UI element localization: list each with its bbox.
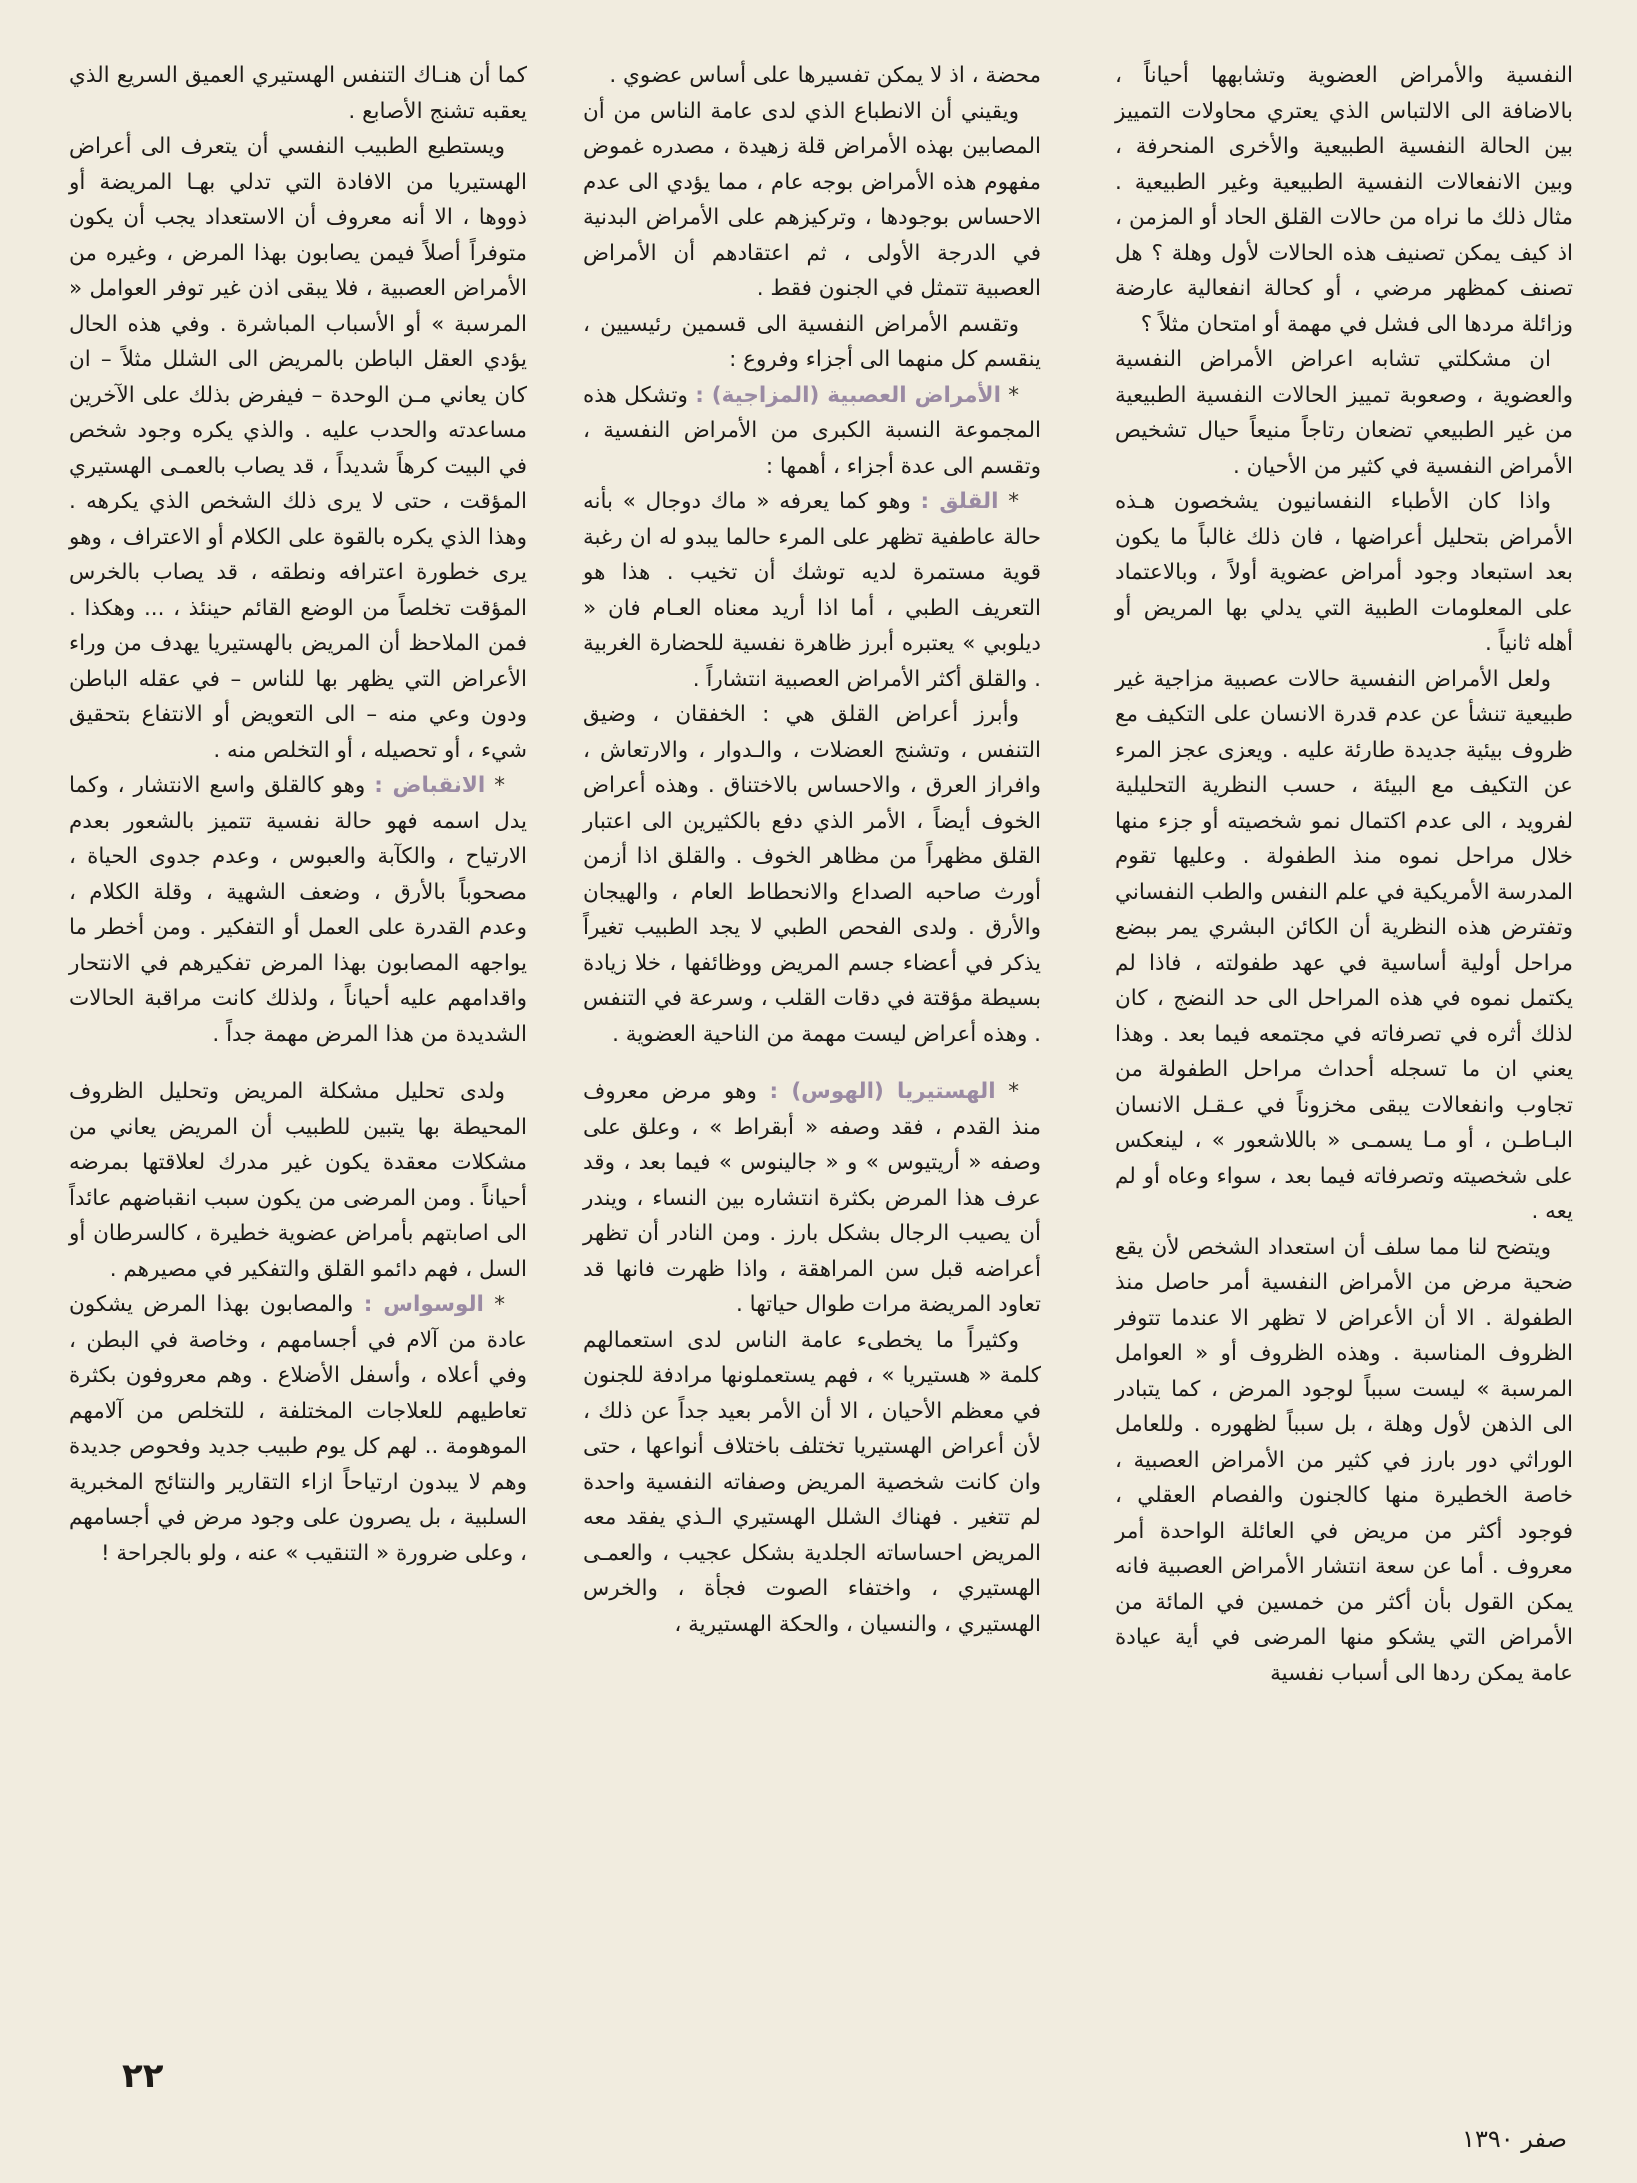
page-number: ٢٢ <box>122 2056 164 2096</box>
text-column-middle <box>583 58 1041 1642</box>
paragraph <box>583 94 1041 307</box>
paragraph-text: وتشكل هذه المجموعة النسبة الكبرى من الأمراض النفسية ، وتقسم الى عدة أجزاء ، أهمها : <box>583 382 1041 479</box>
paragraph <box>1115 1230 1573 1692</box>
paragraph-text: ان مشكلتي تشابه اعراض الأمراض النفسية والعضوية ، وصعوبة تمييز الحالات النفسية الطبيعية من غير الطبيعي تضعان رتاجاً منيعاً حيال تشخيص الأمراض النفسية في كثير من الأحيان . <box>1115 347 1573 479</box>
paragraph-text: ويتضح لنا مما سلف أن استعداد الشخص لأن يقع ضحية مرض من الأمراض النفسية أمر حاصل منذ الطفولة . الا أن الأعراض لا تظهر الا عندما تتوفر الظروف المناسبة . وهذه الظروف أو « العوامل المرسبة » ليست سبباً لوجود المرض ، كما يتبادر الى الذهن لأول وهلة ، بل سبباً لظهوره . وللعامل الوراثي دور بارز في كثير من الأمراض العصبية ، خاصة الخطيرة منها كالجنون والفصام العقلي ، فوجود أكثر من مريض في العائلة الواحدة أمر معروف . أما عن سعة انتشار الأمراض العصبية فانه يمكن القول بأن أكثر من خمسين في المائة من الأمراض التي يشكو منها المرضى في أية عيادة عامة يمكن ردها الى أسباب نفسية <box>1115 1234 1573 1686</box>
paragraph <box>583 1074 1041 1323</box>
paragraph <box>583 1323 1041 1643</box>
paragraph-text: وكثيراً ما يخطىء عامة الناس لدى استعمالهم كلمة « هستيريا » ، فهم يستعملونها مرادفة للجنون في معظم الأحيان ، الا أن الأمر بعيد جداً عن ذلك ، لأن أعراض الهستيريا تختلف باختلاف أنواعها ، حتى وان كانت شخصية المريض وصفاته النفسية واحدة لم تتغير . فهناك الشلل الهستيري الـذي يفقد معه المريض احساساته الجلدية بشكل عجيب ، والعمـى الهستيري ، واختفاء الصوت فجأة ، والخرس الهستيري ، والنسيان ، والحكة الهستيرية ، <box>583 1327 1041 1637</box>
section-heading: الأمراض العصبية (المزاجية) : <box>695 382 1001 408</box>
paragraph-text: وهو مرض معروف منذ القدم ، فقد وصفه « أبقراط » ، وعلق على وصفه « أريتيوس » و « جالينوس » فيما بعد ، وقد عرف هذا المرض بكثرة انتشاره بين النساء ، ويندر أن يصيب الرجال بشكل بارز . ومن النادر أن تظهر أعراضه قبل سن المراهقة ، واذا ظهرت فانها قد تعاود المريضة مرات طوال حياتها . <box>583 1079 1041 1317</box>
paragraph-text: والمصابون بهذا المرض يشكون عادة من آلام في أجسامهم ، وخاصة في البطن ، وفي أعلاه ، وأسفل الأضلاع . وهم معروفون بكثرة تعاطيهم للعلاجات المختلفة ، للتخلص من آلامهم الموهومة .. لهم كل يوم طبيب جديد وفحوص جديدة وهم لا يبدون ارتياحاً ازاء التقارير والنتائج المخبرية السلبية ، بل يصرون على وجود مرض في أجسامهم ، وعلى ضرورة « التنقيب » عنه ، ولو بالجراحة ! <box>69 1292 527 1566</box>
issue-date: صفر ١٣٩٠ <box>1462 2125 1567 2153</box>
paragraph <box>583 484 1041 697</box>
bullet-marker: * <box>1000 382 1019 408</box>
paragraph <box>1115 484 1573 662</box>
bullet-marker: * <box>485 773 506 798</box>
bullet-marker: * <box>995 1079 1019 1104</box>
paragraph-text: وهو كالقلق واسع الانتشار ، وكما يدل اسمه فهو حالة نفسية تتميز بالشعور بعدم الارتياح ، والكآبة والعبوس ، وعدم جدوى الحياة ، مصحوباً بالأرق ، وضعف الشهية ، وقلة الكلام ، وعدم القدرة على العمل أو التفكير . ومن أخطر ما يواجهه المصابون بهذا المرض تفكيرهم في الانتحار واقدامهم عليه أحياناً ، ولذلك كانت مراقبة الحالات الشديدة من هذا المرض مهمة جداً . <box>69 773 527 1047</box>
paragraph-text: ولعل الأمراض النفسية حالات عصبية مزاجية غير طبيعية تنشأ عن عدم قدرة الانسان على التكيف مع ظروف بيئية جديدة طارئة عليه . ويعزى عجز المرء عن التكيف مع البيئة ، حسب النظرية التحليلية لفرويد ، الى عدم اكتمال نمو شخصيته أو جزء منها خلال مراحل نموه منذ الطفولة . وعليها تقوم المدرسة الأمريكية في علم النفس والطب النفساني وتفترض هذه النظرية أن الكائن البشري يمر ببضع مراحل أولية أساسية في عهد طفولته ، فاذا لم يكتمل نموه في هذه المراحل الى حد النضج ، كان لذلك أثره في تصرفاته في مجتمعه فيما بعد . وهذا يعني ان ما تسجله أحداث مراحل الطفولة من تجاوب وانفعالات يبقى مخزوناً في عـقـل الانسان البـاطـن ، أو مـا يسمـى « باللاشعور » ، لينعكس على شخصيته وتصرفاته فيما بعد ، سواء وعاه أو لم يعه . <box>1115 666 1573 1224</box>
paragraph <box>69 768 527 1052</box>
paragraph <box>1115 662 1573 1230</box>
paragraph <box>583 697 1041 1052</box>
paragraph <box>1115 342 1573 484</box>
section-heading: الوسواس : <box>363 1292 484 1317</box>
bullet-marker: * <box>483 1292 505 1317</box>
paragraph-text: وأبرز أعراض القلق هي : الخفقان ، وضيق التنفس ، وتشنج العضلات ، والـدوار ، والارتعاش ، وافراز العرق ، والاحساس بالاختناق . وهذه أعراض الخوف أيضاً ، الأمر الذي دفع بالكثيرين الى اعتبار القلق مظهراً من مظاهر الخوف . والقلق اذا أزمن أورث صاحبه الصداع والانحطاط العام ، والهيجان والأرق . ولدى الفحص الطبي لا يجد الطبيب تغيراً يذكر في أعضاء جسم المريض ووظائفها ، خلا زيادة بسيطة مؤقتة في دقات القلب ، وسرعة في التنفس . وهذه أعراض ليست مهمة من الناحية العضوية . <box>583 702 1041 1047</box>
bullet-marker: * <box>998 489 1019 514</box>
paragraph <box>1115 58 1573 342</box>
paragraph <box>69 1074 527 1287</box>
paragraph-text: محضة ، اذ لا يمكن تفسيرها على أساس عضوي . <box>609 63 1041 88</box>
paragraph <box>583 378 1041 485</box>
text-column-left <box>69 58 527 1571</box>
section-heading: الهستيريا (الهوس) : <box>769 1079 996 1104</box>
paragraph <box>583 58 1041 94</box>
paragraph-text: وتقسم الأمراض النفسية الى قسمين رئيسيين ، ينقسم كل منهما الى أجزاء وفروع : <box>583 311 1041 372</box>
paragraph-text: ويقيني أن الانطباع الذي لدى عامة الناس من أن المصابين بهذه الأمراض قلة زهيدة ، مصدره غموض مفهوم هذه الأمراض بوجه عام ، مما يؤدي الى عدم الاحساس بوجودها ، وتركيزهم على الأمراض البدنية في الدرجة الأولى ، ثم اعتقادهم أن الأمراض العصبية تتمثل في الجنون فقط . <box>583 98 1041 301</box>
paragraph-text: كما أن هنـاك التنفس الهستيري العميق السريع الذي يعقبه تشنج الأصابع . <box>69 63 527 124</box>
section-heading: القلق : <box>920 489 999 514</box>
section-heading: الانقباض : <box>374 773 486 798</box>
paragraph <box>69 58 527 129</box>
paragraph <box>69 129 527 768</box>
paragraph <box>69 1287 527 1571</box>
paragraph-text: واذا كان الأطباء النفسانيون يشخصون هـذه الأمراض بتحليل أعراضها ، فان ذلك غالباً ما يكون بعد استبعاد وجود أمراض عضوية أولاً ، وبالاعتماد على المعلومات الطبية التي يدلي بها المريض أو أهله ثانياً . <box>1115 489 1573 656</box>
paragraph-text: وهو كما يعرفه « ماك دوجال » بأنه حالة عاطفية تظهر على المرء حالما يبدو له ان رغبة قوية مستمرة لديه توشك أن تخيب . هذا هو التعريف الطبي ، أما اذا أريد معناه العـام فان « ديلوبي » يعتبره أبرز ظاهرة نفسية للحضارة الغربية . والقلق أكثر الأمراض العصبية انتشاراً . <box>583 489 1041 692</box>
paragraph-text: ويستطيع الطبيب النفسي أن يتعرف الى أعراض الهستيريا من الافادة التي تدلي بهـا المريضة أو ذووها ، الا أنه معروف أن الاستعداد يجب أن يكون متوفراً أصلاً فيمن يصابون بهذا المرض ، وغيره من الأمراض العصبية ، فلا يبقى اذن غير توفر العوامل « المرسبة » أو الأسباب المباشرة . وفي هذه الحال يؤدي العقل الباطن بالمريض الى الشلل مثلاً – ان كان يعاني مـن الوحدة – فيفرض بذلك على الآخرين مساعدته والحدب عليه . والذي يكره وجود شخص في البيت كرهاً شديداً ، قد يصاب بالعمـى الهستيري المؤقت ، حتى لا يرى ذلك الشخص الذي يكرهه . وهذا الذي يكره بالقوة على الكلام أو الاعتراف ، وهو يرى خطورة اعترافه ونطقه ، قد يصاب بالخرس المؤقت تخلصاً من الوضع القائم حينئذ ، ... وهكذا . فمن الملاحظ أن المريض بالهستيريا يهدف من وراء الأعراض التي يظهر بها للناس – في عقله الباطن ودون وعي منه – الى التعويض أو الانتفاع بتحقيق شيء ، أو تحصيله ، أو التخلص منه . <box>69 134 527 763</box>
paragraph <box>583 307 1041 378</box>
paragraph-text: ولدى تحليل مشكلة المريض وتحليل الظروف المحيطة بها يتبين للطبيب أن المريض يعاني من مشكلات معقدة يكون غير مدرك لعلاقتها بمرضه أحياناً . ومن المرضى من يكون سبب انقباضهم عائداً الى اصابتهم بأمراض عضوية خطيرة ، كالسرطان أو السل ، فهم دائمو القلق والتفكير في مصيرهم . <box>69 1079 527 1282</box>
text-column-right <box>1115 58 1573 1691</box>
paragraph-text: النفسية والأمراض العضوية وتشابهها أحياناً ، بالاضافة الى الالتباس الذي يعتري محاولات التمييز بين الحالة النفسية الطبيعية والأخرى المنحرفة ، وبين الانفعالات النفسية الطبيعية وغير الطبيعية . مثال ذلك ما نراه من حالات القلق الحاد أو المزمن ، اذ كيف يمكن تصنيف هذه الحالات لأول وهلة ؟ هل تصنف كمظهر مرضي ، أو كحالة انفعالية عارضة وزائلة مردها الى فشل في مهمة أو امتحان مثلاً ؟ <box>1115 63 1573 337</box>
